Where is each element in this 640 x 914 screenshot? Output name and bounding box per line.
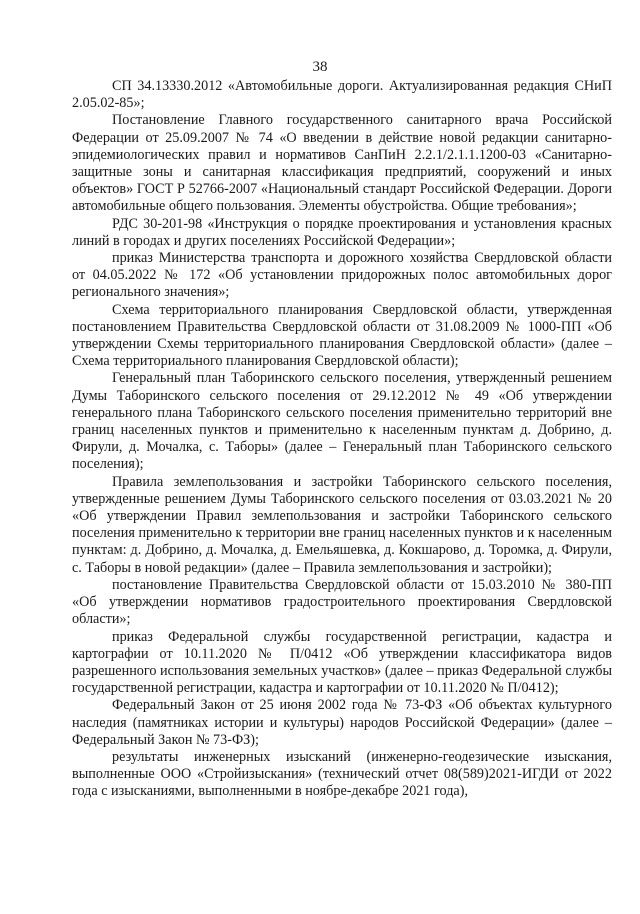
paragraph-general-plan: Генеральный план Таборинского сельского поселения, утвержденный решением Думы Таборинского сельского поселения от 29.12.2012 № 49 «Об утверждении генерального плана Таборинского сельского поселения применительно территорий вне границ населенных пунктов и применительно к населенным пунктам д. Добрино, д. Фирули, д. Мочалка, с. Таборы» (далее – Генеральный план Таборинского сельского поселения); (72, 370, 612, 473)
paragraph-federal-law-73: Федеральный Закон от 25 июня 2002 года № 73-ФЗ «Об объектах культурного наследия (памятниках истории и культуры) народов Российской Федерации» (далее – Федеральный Закон № 73-ФЗ); (72, 697, 612, 748)
page-number: 38 (312, 59, 328, 75)
document-body (72, 78, 612, 801)
paragraph-land-use-rules: Правила землепользования и застройки Таборинского сельского поселения, утвержденные решением Думы Таборинского сельского поселения от 03.03.2021 № 20 «Об утверждении Правил землепользования и застройки Таборинского сельского поселения применительно к территории вне границ населенных пунктов и к населенным пунктам: д. Добрино, д. Мочалка, д. Емельяшевка, д. Кокшарово, д. Торомка, д. Фирули, с. Таборы в новой редакции» (далее – Правила землепользования и застройки); (72, 473, 612, 576)
paragraph-rds-30-201-98: РДС 30-201-98 «Инструкция о порядке проектирования и установления красных линий в городах и других поселениях Российской Федерации»; (72, 215, 612, 249)
paragraph-transport-order: приказ Министерства транспорта и дорожного хозяйства Свердловской области от 04.05.2022 № 172 «Об установлении придорожных полос автомобильных дорог регионального значения»; (72, 250, 612, 301)
paragraph-sp-34: СП 34.13330.2012 «Автомобильные дороги. Актуализированная редакция СНиП 2.05.02-85»; (72, 78, 612, 112)
paragraph-sanpin-resolution: Постановление Главного государственного санитарного врача Российской Федерации от 25.09.2007 № 74 «О введении в действие новой редакции санитарно-эпидемиологических правил и нормативов СанПиН 2.2.1/2.1.1.1200-03 «Санитарно-защитные зоны и санитарная классификация предприятий, сооружений и иных объектов» ГОСТ Р 52766-2007 «Национальный стандарт Российской Федерации. Дороги автомобильные общего пользования. Элементы обустройства. Общие требования»; (72, 112, 612, 215)
paragraph-territorial-scheme: Схема территориального планирования Свердловской области, утвержденная постановлением Правительства Свердловской области от 31.08.2009 № 1000-ПП «Об утверждении Схемы территориального планирования Свердловской области» (далее – Схема территориального планирования Свердловской области); (72, 301, 612, 370)
paragraph-urban-planning-norms: постановление Правительства Свердловской области от 15.03.2010 № 380-ПП «Об утверждении нормативов градостроительного проектирования Свердловской области»; (72, 576, 612, 628)
paragraph-engineering-surveys: результаты инженерных изысканий (инженерно-геодезические изыскания, выполненные ООО «Стройизыскания» (технический отчет 08(589)2021-ИГДИ от 2022 года с изысканиями, выполненными в ноябре-декабре 2021 года), (72, 748, 612, 800)
paragraph-rosreestr-order: приказ Федеральной службы государственной регистрации, кадастра и картографии от 10.11.2020 № П/0412 «Об утверждении классификатора видов разрешенного использования земельных участков» (далее – приказ Федеральной службы государственной регистрации, кадастра и картографии от 10.11.2020 № П/0412); (72, 628, 612, 697)
